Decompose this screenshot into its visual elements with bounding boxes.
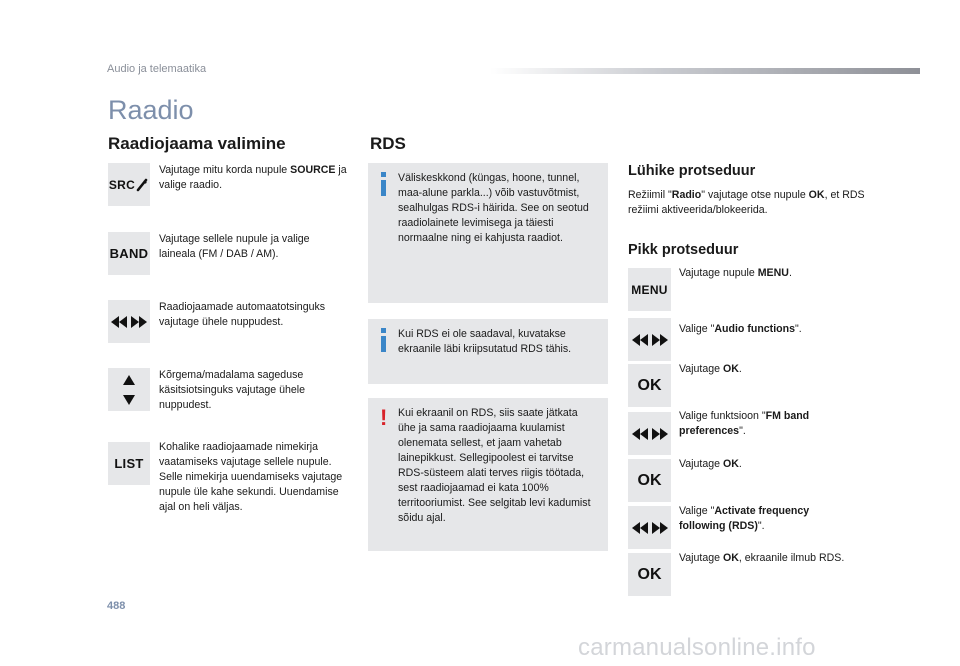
left-item-3-text: Raadiojaamade automaatotsinguks vajutage ühele nuppudest. [159, 301, 326, 328]
step-3-text: Vajutage OK. [679, 363, 742, 375]
seek-arrows-icon [628, 412, 671, 455]
info-box-rds-unavailable [368, 319, 608, 384]
step-7-text: Vajutage OK, ekraanile ilmub RDS. [679, 552, 845, 564]
warning-box-rds-text: Kui ekraanil on RDS, siis saate jätkata ühe ja sama raadiojaama kuulamist olenemata sellest, et jaam vahetab lainepikkust. Sellegipoolest ei tarvitse RDS-süsteem alati terves riigis töötada, sest raadiojaamad ei kata 100% territooriumist. See selgitab levi kadumist sõidu ajal. [398, 407, 591, 524]
up-down-arrows-icon [108, 368, 150, 411]
step-6-text: Valige "Activate frequency following (RDS)". [679, 505, 810, 532]
step-4-text: Valige funktsioon "FM band preferences". [679, 410, 810, 437]
warning-exclamation-icon: ! [380, 405, 388, 430]
menu-button-icon: MENU [628, 268, 671, 311]
left-item-1-text: Vajutage mitu korda nupule SOURCE ja valige raadio. [159, 164, 347, 191]
seek-arrows-icon [628, 506, 671, 549]
page-number: 488 [107, 600, 126, 612]
info-box-rds-unavailable-text: Kui RDS ei ole saadaval, kuvatakse ekraanile läbi kriipsutatud RDS tähis. [398, 328, 572, 355]
step-2-text: Valige "Audio functions". [679, 323, 802, 335]
ok-button-icon: OK [628, 364, 671, 407]
info-icon [381, 172, 386, 196]
list-button-icon: LIST [108, 442, 150, 485]
short-procedure-text: Režiimil "Radio" vajutage otse nupule OK, et RDS režiimi aktiveerida/blokeerida. [628, 189, 865, 216]
short-procedure-heading: Lühike protseduur [628, 163, 756, 179]
left-item-5-text: Kohalike raadiojaamade nimekirja vaatamiseks vajutage sellele nupule. Selle nimekirja uuendamiseks vajutage nupule üle kahe sekundi. Uuendamise ajal on heli väljas. [159, 441, 343, 513]
step-5-text: Vajutage OK. [679, 458, 742, 470]
info-icon [381, 328, 386, 352]
src-slash-icon [135, 178, 149, 192]
header-gradient-bar [490, 68, 920, 74]
left-item-4-text: Kõrgema/madalama sageduse käsitsiotsinguks vajutage ühele nuppudest. [159, 369, 306, 411]
seek-arrows-icon [628, 318, 671, 361]
band-button-icon: BAND [108, 232, 150, 275]
watermark: carmanualsonline.info [578, 634, 816, 661]
seek-arrows-icon [108, 300, 150, 343]
ok-button-icon: OK [628, 459, 671, 502]
info-box-reception [368, 163, 608, 303]
left-section-heading: Raadiojaama valimine [108, 134, 286, 153]
left-item-2-text: Vajutage sellele nupule ja valige laineala (FM / DAB / AM). [159, 233, 310, 260]
rds-section-heading: RDS [370, 134, 406, 153]
info-box-reception-text: Väliskeskkond (küngas, hoone, tunnel, maa-alune parkla...) võib vastuvõtmist, sealhulgas RDS-i häirida. See on seotud raadiolainete levimisega ja täiesti normaalne ning ei kahjusta raadiot. [398, 172, 589, 244]
step-1-text: Vajutage nupule MENU. [679, 267, 792, 279]
ok-button-icon: OK [628, 553, 671, 596]
header-section-label: Audio ja telemaatika [107, 63, 207, 75]
long-procedure-heading: Pikk protseduur [628, 242, 739, 258]
warning-box-rds [368, 398, 608, 551]
page-title: Raadio [108, 95, 194, 125]
src-button-icon: SRC [108, 163, 150, 206]
